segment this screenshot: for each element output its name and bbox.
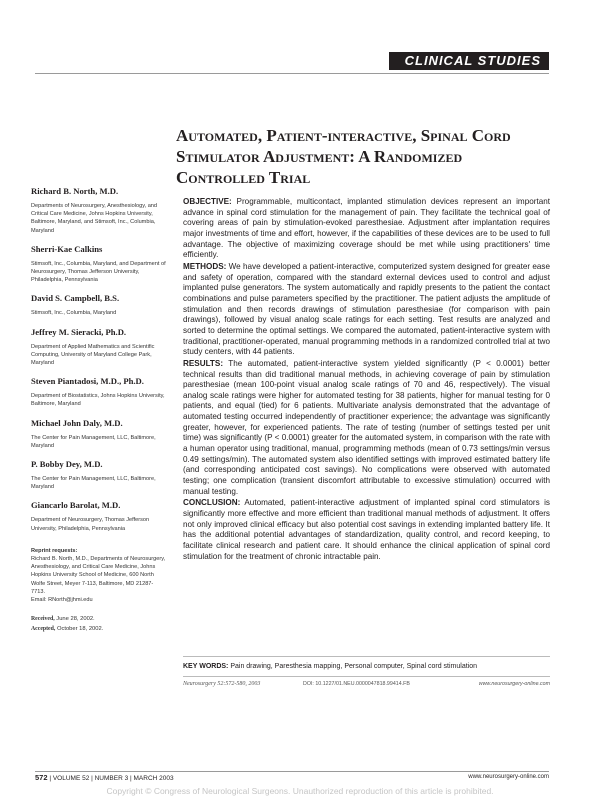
footer-site[interactable]: www.neurosurgery-online.com xyxy=(468,774,549,780)
keywords-text: Pain drawing, Paresthesia mapping, Personal computer, Spinal cord stimulation xyxy=(230,663,478,670)
author-affiliation: Department of Neurosurgery, Thomas Jefferson University, Philadelphia, Pennsylvania xyxy=(31,517,150,532)
accepted-date xyxy=(31,624,166,634)
author-affiliation: Department of Applied Mathematics and Scientific Computing, University of Maryland College Park, Maryland xyxy=(31,343,155,367)
section-text: Automated, patient-interactive adjustment of implanted spinal cord stimulators is significantly more effective and more efficient than traditional manual methods of adjustment. It offers not only improved clinical efficacy but also potential cost savings in extending implanted battery life. It has the additional potential advantages of standardization, quality control, and record keeping, to facilitate clinical research and patient care. It should enhance the clinical application of spinal cord stimulation for the treatment of chronic intractable pain. xyxy=(183,498,550,561)
section-label: CONCLUSION: xyxy=(183,498,241,508)
page-number: 572 xyxy=(35,773,48,782)
citation-rule xyxy=(183,676,550,677)
author-affiliation: Department of Biostatistics, Johns Hopkins University, Baltimore, Maryland xyxy=(31,393,165,408)
author-entry xyxy=(31,293,166,317)
author-affiliation: Stimsoft, Inc., Columbia, Maryland, and Department of Neurosurgery, Thomas Jefferson University, Philadelphia, Pennsylvania xyxy=(31,260,166,284)
author-name: P. Bobby Dey, M.D. xyxy=(31,459,103,470)
accepted-value: October 18, 2002. xyxy=(56,626,104,633)
section-banner xyxy=(389,52,549,70)
section-label: RESULTS: xyxy=(183,358,224,368)
author-affiliation: Departments of Neurosurgery, Anesthesiology, and Critical Care Medicine, Johns Hopkins University, Baltimore, Maryland, and Stimsoft, Inc., Columbia, Maryland xyxy=(31,203,158,234)
section-text: Programmable, multicontact, implanted stimulation devices represent an important advance in spinal cord stimulation for the management of pain. They facilitate the technical goal of covering areas of pain by stimulation-evoked paresthesiae. Adjustment after implantation requires major investments of time and effort, however, if the capabilities of these devices are to be used to full advantage. The objective of maximizing coverage should be met while using practitioners' time efficiently. xyxy=(183,197,550,260)
section-label: OBJECTIVE: xyxy=(183,197,232,206)
author-entry xyxy=(31,459,166,491)
header-rule xyxy=(35,73,549,74)
copyright-notice: Copyright © Congress of Neurological Surgeons. Unauthorized reproduction of this article is prohibited. xyxy=(106,786,494,796)
article-dates xyxy=(31,614,166,634)
section-label: METHODS: xyxy=(183,261,227,271)
author-affiliation: The Center for Pain Management, LLC, Baltimore, Maryland xyxy=(31,476,156,491)
author-name: Steven Piantadosi, M.D., Ph.D. xyxy=(31,376,144,387)
author-name: Giancarlo Barolat, M.D. xyxy=(31,500,121,511)
author-entry xyxy=(31,418,166,450)
received-label: Received, xyxy=(31,616,55,623)
abstract-methods xyxy=(183,262,550,358)
author-entry xyxy=(31,186,166,235)
author-entry xyxy=(31,327,166,368)
section-text: We have developed a patient-interactive, computerized system designed for greater ease and safety of operation, compared with the standard external devices used to control and adjust implanted pulse generators. The system automatically and rapidly presents to the patient the contact combinations and pulse parameters specified by the practitioner. The patient adjusts the amplitude of stimulation and then records drawings of stimulation paresthesiae (for comparison with pain drawings), followed by visual analog scale ratings for each setting. Test results are analyzed and sorted to determine the optimal settings. We compared the automated, patient-interactive system with traditional, practitioner-operated, manual programming methods in a randomized controlled trial at two study centers, with 44 patients. xyxy=(183,261,550,357)
issue-info: | VOLUME 52 | NUMBER 3 | MARCH 2003 xyxy=(49,775,174,782)
author-name: Jeffrey M. Sieracki, Ph.D. xyxy=(31,326,127,337)
abstract xyxy=(183,197,550,563)
article-title: Automated, Patient-interactive, Spinal Cord Stimulator Adjustment: A Randomized Controlled Trial xyxy=(176,126,511,187)
keywords-label: KEY WORDS: xyxy=(183,663,229,670)
reprint-address: Richard B. North, M.D., Departments of Neurosurgery, Anesthesiology, and Critical Care Medicine, Johns Hopkins University School of Medicine, 600 North Wolfe Street, Meyer 7-113, Baltimore, MD 21287-7713. xyxy=(31,556,166,595)
author-name: Richard B. North, M.D. xyxy=(31,186,119,196)
keywords xyxy=(183,662,550,671)
accepted-label: Accepted, xyxy=(31,626,56,633)
author-entry xyxy=(31,376,166,408)
author-name: Michael John Daly, M.D. xyxy=(31,417,123,428)
author-name: Sherri-Kae Calkins xyxy=(31,243,103,254)
section-label: CLINICAL STUDIES xyxy=(404,53,541,68)
citation-journal: Neurosurgery 52:572-580, 2003 xyxy=(183,681,261,687)
footer-issue xyxy=(35,773,174,782)
citation-doi[interactable]: DOI: 10.1227/01.NEU.0000047818.99414.FB xyxy=(303,681,410,687)
citation-site[interactable]: www.neurosurgery-online.com xyxy=(478,681,550,687)
reprint-email[interactable]: Email: RNorth@jhmi.edu xyxy=(31,597,93,604)
author-affiliation: The Center for Pain Management, LLC, Baltimore, Maryland xyxy=(31,434,156,449)
reprint-requests xyxy=(31,547,166,604)
received-value: June 28, 2002. xyxy=(56,616,95,623)
keywords-rule xyxy=(183,656,550,657)
abstract-conclusion xyxy=(183,498,550,562)
footer-rule xyxy=(35,771,549,772)
section-text: The automated, patient-interactive system yielded significantly (P < 0.0001) better technical results than did traditional manual methods, in achieving coverage of pain by stimulation paresthesiae (mean 100-point visual analog scale ratings of 70 and 46, respectively). The visual analog scale ratings were higher for automated testing for 38 patients, higher for manual testing for 0 patients, and equal (tied) for 6 patients. Multivariate analysis demonstrated that the advantage of automated testing occurred independently of practitioner experience; the advantage was significantly greater, however, for experienced patients. The rate of testing (number of settings tested per unit time) was significantly (P < 0.0001) greater for the automated system, in comparison with the rate with a human operator using traditional, manual, programming methods (mean of 0.73 settings/min versus 0.49 settings/min). The automated system also identified settings with improved estimated battery life (and corresponding anticipated cost savings). No complications were observed with automated testing; one complication (transient discomfort attributable to excessive stimulation) occurred with manual testing. xyxy=(183,358,550,496)
abstract-objective xyxy=(183,197,550,261)
author-entry xyxy=(31,244,166,285)
author-name: David S. Campbell, B.S. xyxy=(31,293,120,304)
abstract-results xyxy=(183,359,550,498)
author-entry xyxy=(31,500,166,532)
received-date xyxy=(31,614,166,624)
reprint-title: Reprint requests: xyxy=(31,547,78,554)
author-affiliation: Stimsoft, Inc., Columbia, Maryland xyxy=(31,310,117,317)
author-sidebar xyxy=(31,186,166,634)
